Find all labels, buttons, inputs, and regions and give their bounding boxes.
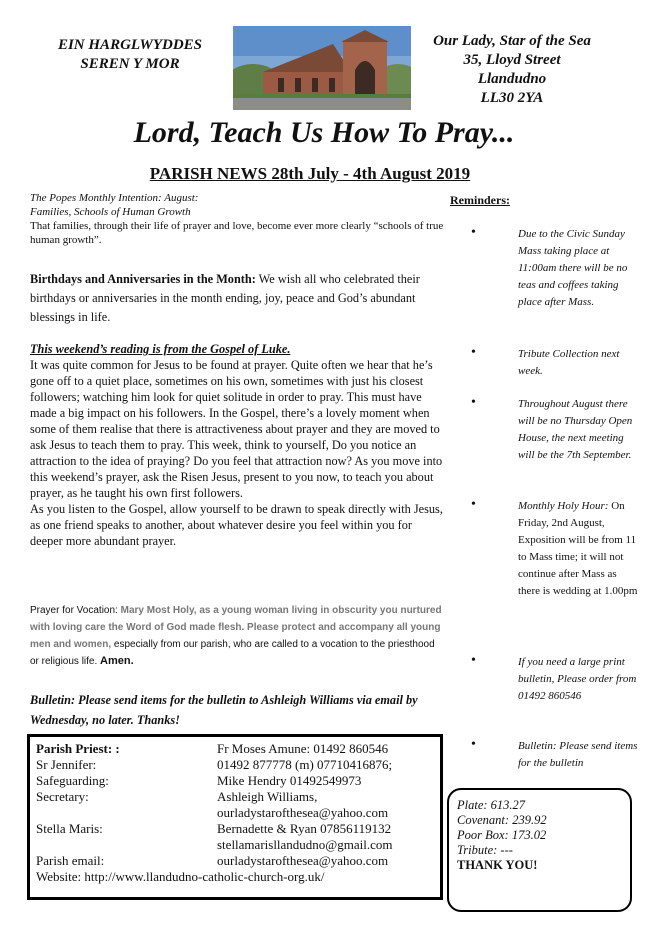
popes-intention-heading <box>30 191 445 219</box>
contact-label: Sr Jennifer: <box>36 757 97 772</box>
gospel-heading: This weekend’s reading is from the Gospel of Luke. <box>30 342 291 356</box>
contact-value: 01492 877778 (m) 07710416876; <box>217 757 393 772</box>
gospel-paragraph-1: It was quite common for Jesus to be found at prayer. Quite often we hear that he’s gone off to a quiet place, sometimes on his own, sometimes with just his closest followers; watching him look for quiet solitude in order to pray. This must have made a big impact on his followers. In the Gospel, there’s a lovely moment when some of them realise that there is attractiveness about prayer and they are moved to ask Jesus to teach them to pray. This week, think to yourself, Do you notice an attraction to the idea of praying? Do you feel that attraction now? As you move into this weekend’s prayer, ask the Risen Jesus, present to you now, to teach you about prayer, as he taught his own first followers. <box>30 358 443 500</box>
reminder-italic: Tribute Collection next week. <box>518 348 620 377</box>
reminder-italic: Throughout August there will be no Thursday Open House, the next meeting will be the 7th September. <box>518 398 633 461</box>
vocation-label: Prayer for Vocation: <box>30 605 121 616</box>
reminder-text <box>518 654 640 705</box>
page-title: Lord, Teach Us How To Pray... <box>133 116 515 149</box>
contact-row-secretary-email <box>36 805 434 821</box>
poor-box-amount: Poor Box: 173.02 <box>457 828 547 842</box>
birthdays-label: Birthdays and Anniversaries in the Month: <box>30 272 256 286</box>
covenant-amount: Covenant: 239.92 <box>457 813 547 827</box>
reminder-text <box>518 498 640 600</box>
intention-heading-2: Families, Schools of Human Growth <box>30 206 191 218</box>
reminder-italic: Monthly Holy Hour: <box>518 500 609 512</box>
welsh-name-line-1: EIN HARGLWYDDES <box>57 37 203 53</box>
contact-label: Secretary: <box>36 789 89 804</box>
birthdays-section <box>30 270 445 327</box>
address-line-4: LL30 2YA <box>480 90 544 106</box>
contact-row-jennifer <box>36 757 434 773</box>
reminder-italic: Bulletin: Please send items for the bulletin <box>518 740 638 769</box>
tribute-amount: Tribute: --- <box>457 843 513 857</box>
bullet-icon: • <box>471 345 476 360</box>
parish-news-date: PARISH NEWS 28th July - 4th August 2019 <box>149 164 471 183</box>
contact-row-website <box>36 869 434 885</box>
contact-email[interactable]: ourladystarofthesea@yahoo.com <box>217 805 389 820</box>
birthdays-text: We wish all who celebrated their birthdays or anniversaries in the month ending, joy, peace and God’s abundant blessings in life. <box>30 272 420 324</box>
contact-row-priest <box>36 741 434 757</box>
contact-label: Stella Maris: <box>36 821 103 836</box>
collection-box <box>447 788 632 912</box>
vocation-prayer <box>30 602 445 670</box>
address-line-2: 35, Lloyd Street <box>463 52 561 68</box>
bullet-icon: • <box>471 225 476 240</box>
reminder-text <box>518 346 640 380</box>
church-photo <box>233 26 411 110</box>
website-link[interactable]: Website: http://www.llandudno-catholic-church-org.uk/ <box>36 869 325 884</box>
gospel-paragraph-2: As you listen to the Gospel, allow yourself to be drawn to speak directly with Jesus, as one friend speaks to another, about whatever desire you feel within you for deeper more abundant prayer. <box>30 502 443 548</box>
bulletin-note: Bulletin: Please send items for the bulletin to Ashleigh Williams via email by Wednesday, no later. Thanks! <box>30 693 418 727</box>
popes-intention-text: That families, through their life of prayer and love, become ever more clearly “schools of true human growth”. <box>30 220 444 246</box>
gospel-reflection <box>30 357 445 549</box>
contact-value: Bernadette & Ryan 07856119132 <box>217 821 392 836</box>
contact-row-secretary <box>36 789 434 805</box>
vocation-prayer-rest: especially from our parish, who are called to a vocation to the priesthood or religious life. <box>30 639 435 667</box>
parish-contacts-box <box>27 734 443 900</box>
reminder-text <box>518 226 640 311</box>
welsh-name-line-2: SEREN Y MOR <box>80 56 180 72</box>
contact-value: Mike Hendry 01492549973 <box>217 773 362 788</box>
bullet-icon: • <box>471 737 476 752</box>
contact-row-stella-email <box>36 837 434 853</box>
contact-value: Fr Moses Amune: 01492 860546 <box>217 741 389 756</box>
amen: Amen. <box>100 655 134 667</box>
contact-label: Safeguarding: <box>36 773 109 788</box>
thank-you: THANK YOU! <box>457 858 538 872</box>
contact-row-parish-email <box>36 853 434 869</box>
contact-email[interactable]: ourladystarofthesea@yahoo.com <box>217 853 389 868</box>
plate-amount: Plate: 613.27 <box>457 798 526 812</box>
reminder-italic: If you need a large print bulletin, Please order from 01492 860546 <box>518 656 637 702</box>
reminders-heading: Reminders: <box>450 193 510 207</box>
contact-row-stella <box>36 821 434 837</box>
address-line-3: Llandudno <box>477 71 547 87</box>
welsh-parish-name <box>30 36 230 74</box>
reminder-normal: On Friday, 2nd August, Exposition will be from 11 to Mass time; it will not continue after Mass as there is wedding at 1.00pm <box>518 500 638 597</box>
intention-heading-1: The Popes Monthly Intention: August: <box>30 192 199 204</box>
parish-address <box>412 32 612 108</box>
contact-row-safeguarding <box>36 773 434 789</box>
contact-label: Parish email: <box>36 853 105 868</box>
reminder-text <box>518 738 640 772</box>
bullet-icon: • <box>471 497 476 512</box>
vocation-prayer-grey: Mary Most Holy, as a young woman living in obscurity you nurtured with loving care the Word of God made flesh. Please protect and accompany all young men and women, <box>30 605 442 650</box>
reminder-italic: Due to the Civic Sunday Mass taking place at 11:00am there will be no teas and coffees taking place after Mass. <box>518 228 628 308</box>
reminder-text <box>518 396 640 464</box>
bullet-icon: • <box>471 653 476 668</box>
address-line-1: Our Lady, Star of the Sea <box>433 33 591 49</box>
contact-value: Ashleigh Williams, <box>217 789 318 804</box>
bullet-icon: • <box>471 395 476 410</box>
contact-label: Parish Priest: : <box>36 741 120 756</box>
contact-email[interactable]: stellamarisllandudno@gmail.com <box>217 837 393 852</box>
